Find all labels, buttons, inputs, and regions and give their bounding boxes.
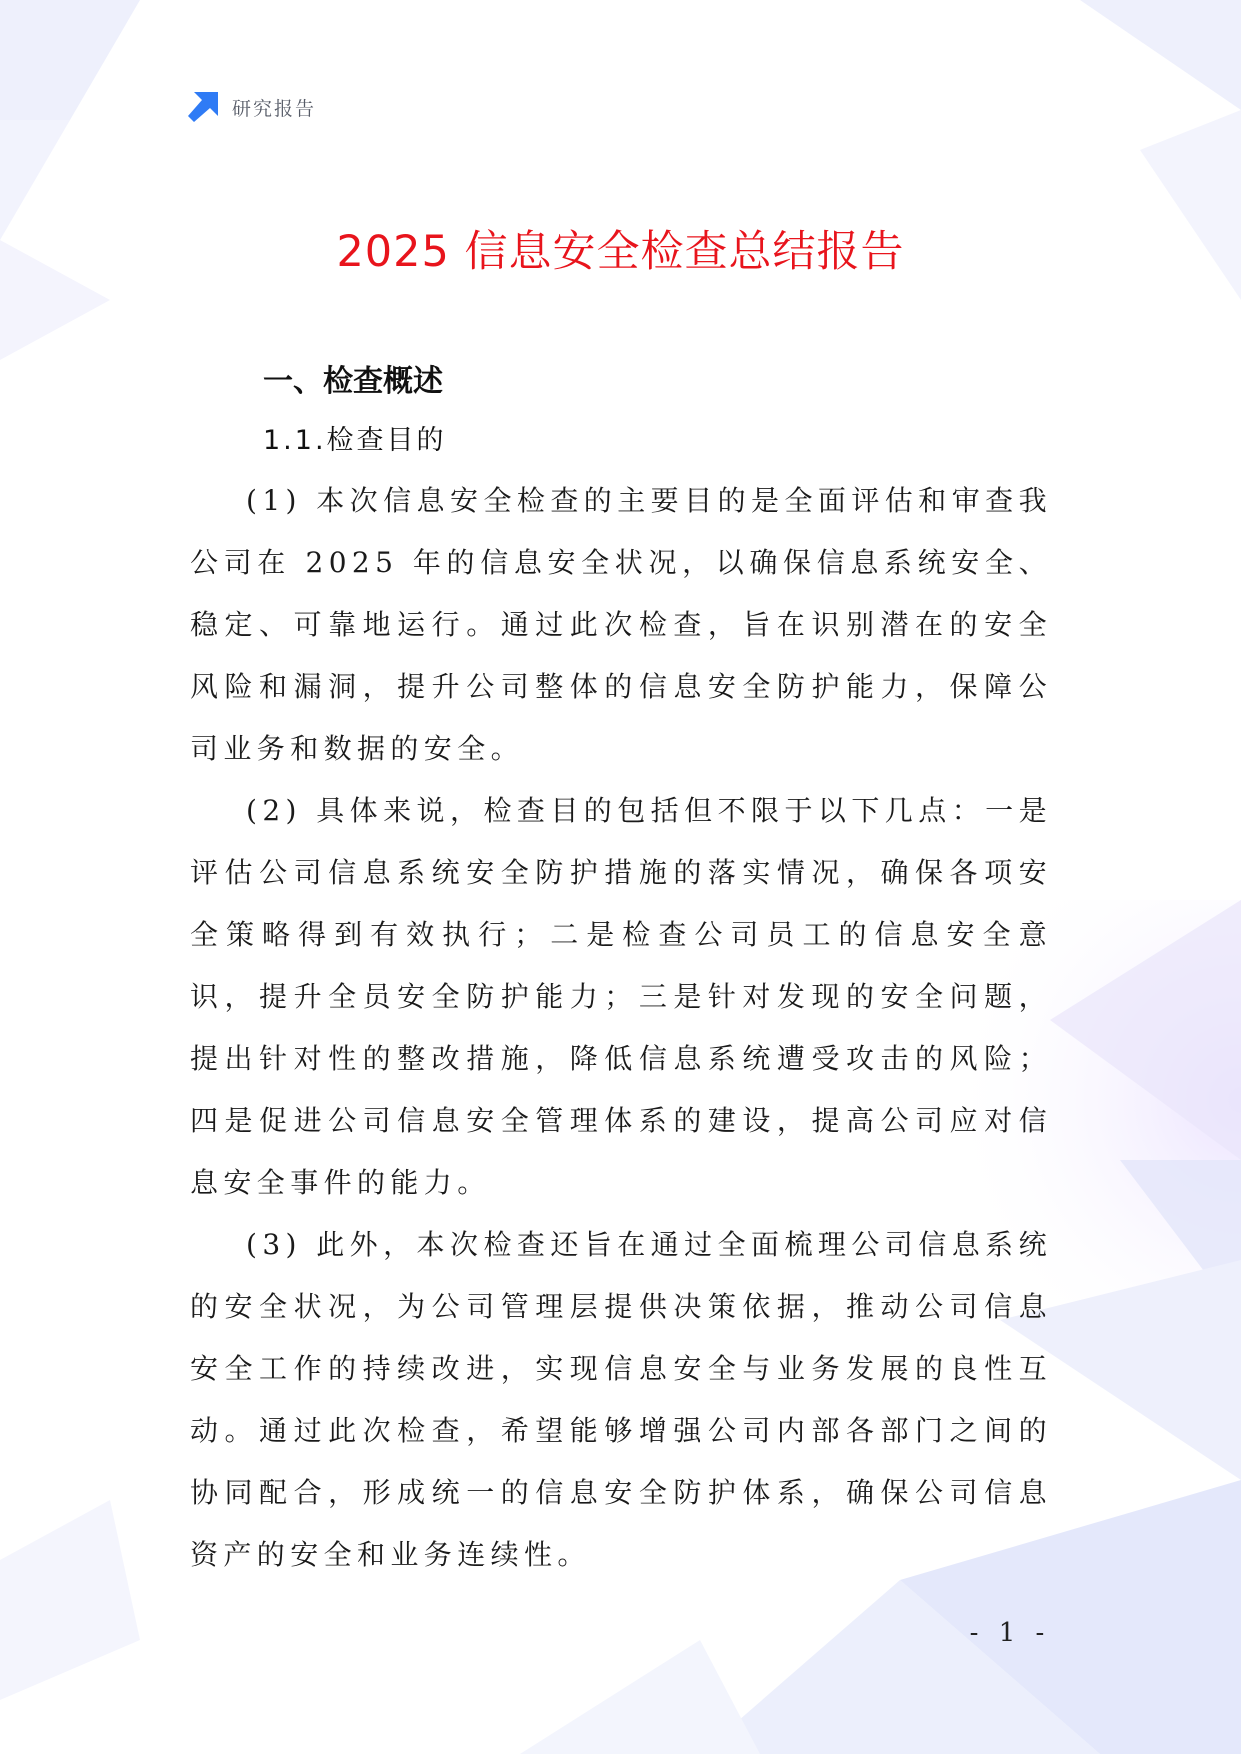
paragraph: (2) 具体来说，检查目的包括但不限于以下几点：一是评估公司信息系统安全防护措施的落实情况，确保各项安全策略得到有效执行；二是检查公司员工的信息安全意识，提升全员安全防护能力；三是针对发现的安全问题，提出针对性的整改措施，降低信息系统遭受攻击的风险；四是促进公司信息安全管理体系的建设，提高公司应对信息安全事件的能力。 (190, 794, 1052, 1199)
page-number: - 1 - (969, 1618, 1051, 1648)
paragraph: (3) 此外，本次检查还旨在通过全面梳理公司信息系统的安全状况，为公司管理层提供决策依据，推动公司信息安全工作的持续改进，实现信息安全与业务发展的良性互动。通过此次检查，希望能够增强公司内部各部门之间的协同配合，形成统一的信息安全防护体系，确保公司信息资产的安全和业务连续性。 (190, 1228, 1052, 1571)
arrow-up-right-icon (186, 90, 220, 124)
page-header (186, 90, 316, 124)
section-heading: 一、检查概述 (263, 364, 443, 399)
document-title: 2025 信息安全检查总结报告 (336, 227, 905, 277)
header-label: 研究报告 (232, 97, 317, 120)
paragraph: (1) 本次信息安全检查的主要目的是全面评估和审查我公司在 2025 年的信息安全状况，以确保信息系统安全、稳定、可靠地运行。通过此次检查，旨在识别潜在的安全风险和漏洞，提升公司整体的信息安全防护能力，保障公司业务和数据的安全。 (190, 484, 1052, 765)
subsection-heading: 1.1.检查目的 (263, 425, 447, 456)
